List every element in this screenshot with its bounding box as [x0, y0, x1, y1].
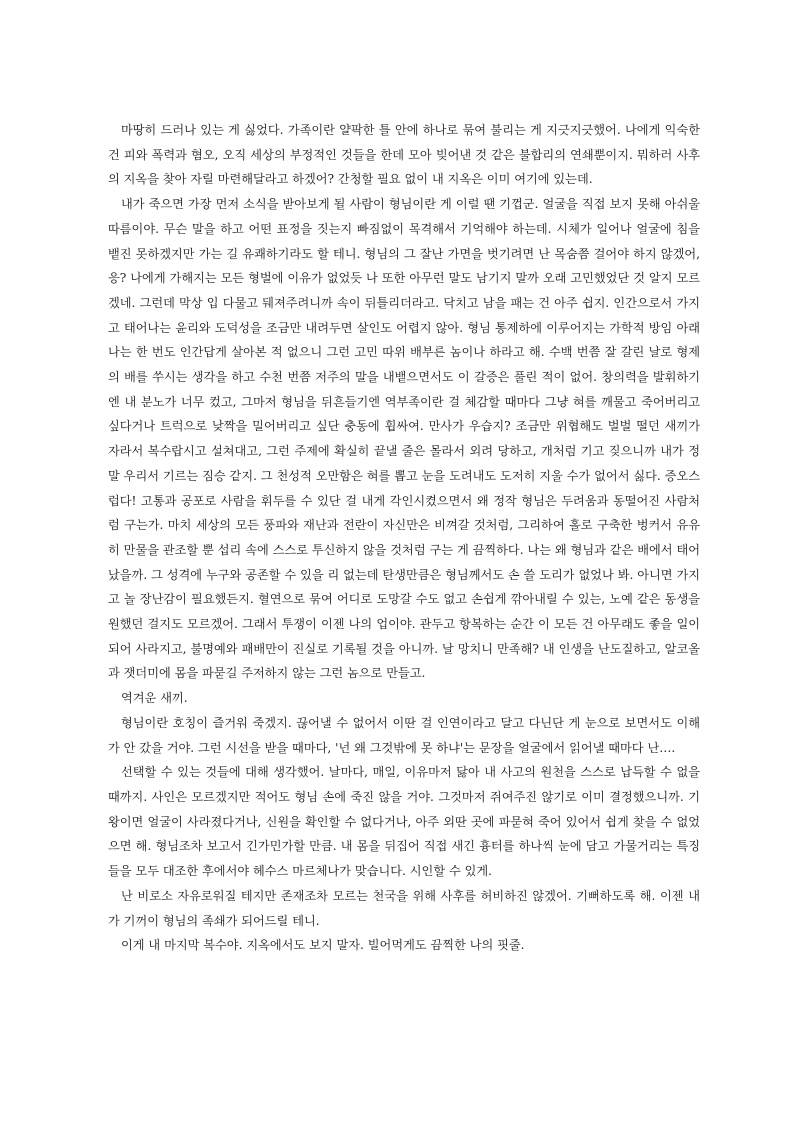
paragraph: 내가 죽으면 가장 먼저 소식을 받아보게 될 사람이 형님이란 게 이럴 땐 기껍군. 얼굴을 직접 보지 못해 아쉬울 따름이야. 무슨 말을 하고 어떤 표정을 짓는지 빠짐없이 목격해서 기억해야 하는데. 시체가 일어나 얼굴에 침을 뱉진 못하겠지만 가는 길 유쾌하기라도 할 테니. 형님의 그 잘난 가면을 벗기려면 난 목숨쯤 걸어야 하지 않겠어, 응? 나에게 가해지는 모든 형벌에 이유가 없었듯 나 또한 아무런 말도 남기지 말까 오래 고민했었단 것 알지 모르겠네. 그런데 막상 입 다물고 뒈져주려니까 속이 뒤틀리더라고. 닥치고 남을 패는 건 아주 쉽지. 인간으로서 가지고 태어나는 윤리와 도덕성을 조금만 내려두면 살인도 어렵지 않아. 형님 통제하에 이루어지는 가학적 방임 아래 나는 한 번도 인간답게 살아본 적 없으니 그런 고민 따위 배부른 놈이나 하라고 해. 수백 번쯤 잘 갈린 날로 형제의 배를 쑤시는 생각을 하고 수천 번쯤 저주의 말을 내뱉으면서도 이 갈증은 풀린 적이 없어. 창의력을 발휘하기엔 내 분노가 너무 컸고, 그마저 형님을 뒤흔들기엔 역부족이란 걸 체감할 때마다 그냥 혀를 깨물고 죽어버리고 싶다거나 트럭으로 낮짝을 밀어버리고 싶단 충동에 휩싸여. 만사가 우습지? 조금만 위협해도 벌벌 떨던 새끼가 자라서 복수랍시고 설쳐대고, 그런 주제에 확실히 끝낼 줄은 몰라서 외려 당하고, 개처럼 기고 짖으니까 내가 정말 우리서 기르는 짐승 같지. 그 천성적 오만함은 혀를 뽑고 눈을 도려내도 도저히 지울 수가 없어서 싫다. 증오스럽다! 고통과 공포로 사람을 휘두를 수 있단 걸 내게 각인시켰으면서 왜 정작 형님은 두려움과 동떨어진 사람처럼 구는가. 마치 세상의 모든 풍파와 재난과 전란이 자신만은 비껴갈 것처럼, 그리하여 홀로 구축한 벙커서 유유히 만물을 관조할 뿐 섭리 속에 스스로 투신하지 않을 것처럼 구는 게 끔찍하다. 나는 왜 형님과 같은 배에서 태어났을까. 그 성격에 누구와 공존할 수 있을 리 없는데 탄생만큼은 형님께서도 손 쓸 도리가 없었나 봐. 아니면 가지고 놀 장난감이 필요했든지. 혈연으로 묶여 어디로 도망갈 수도 없고 손쉽게 깎아내릴 수 있는, 노예 같은 동생을 원했던 걸지도 모르겠어. 그래서 투쟁이 이젠 나의 업이야. 관두고 항복하는 순간 이 모든 건 아무래도 좋을 일이 되어 사라지고, 불명예와 패배만이 진실로 기록될 것을 아니까. 날 망치니 만족해? 내 인생을 난도질하고, 알코올과 잿더미에 몸을 파묻길 주저하지 않는 그런 놈으로 만들고.	[108, 197, 700, 681]
paragraph: 역겨운 새끼.	[121, 691, 188, 706]
document-body	[108, 118, 700, 958]
paragraph: 선택할 수 있는 것들에 대해 생각했어. 날마다, 매일, 이유마저 닳아 내 사고의 원천을 스스로 납득할 수 없을 때까지. 사인은 모르겠지만 적어도 형님 손에 죽진 않을 거야. 그것마저 쥐여주진 않기로 이미 결정했으니까. 기왕이면 얼굴이 사라졌다거나, 신원을 확인할 수 없다거나, 아주 외딴 곳에 파묻혀 죽어 있어서 쉽게 찾을 수 없었으면 해. 형님조차 보고서 긴가민가할 만큼. 내 몸을 뒤집어 직접 새긴 흉터를 하나씩 눈에 담고 가물거리는 특징들을 모두 대조한 후에서야 헤수스 마르체나가 맞습니다. 시인할 수 있게.	[108, 765, 700, 879]
paragraph: 형님이란 호칭이 즐거워 죽겠지. 끊어낼 수 없어서 이딴 걸 인연이라고 달고 다닌단 게 눈으로 보면서도 이해가 안 갔을 거야. 그런 시선을 받을 때마다, '넌 왜 그것밖에 못 하냐'는 문장을 얼굴에서 읽어낼 때마다 난….	[108, 715, 700, 755]
paragraph: 난 비로소 자유로워질 테지만 존재조차 모르는 천국을 위해 사후를 허비하진 않겠어. 기뻐하도록 해. 이젠 내가 기꺼이 형님의 족쇄가 되어드릴 테니.	[108, 888, 700, 928]
paragraph: 마땅히 드러나 있는 게 싫었다. 가족이란 얄팍한 틀 안에 하나로 묶여 불리는 게 지긋지긋했어. 나에게 익숙한 건 피와 폭력과 혐오, 오직 세상의 부정적인 것들을 한데 모아 빚어낸 것 같은 불합리의 연쇄뿐이지. 뭐하러 사후의 지옥을 찾아 자릴 마련해달라고 하겠어? 간청할 필요 없이 내 지옥은 이미 여기에 있는데.	[108, 123, 700, 187]
paragraph: 이게 내 마지막 복수야. 지옥에서도 보지 말자. 빌어먹게도 끔찍한 나의 핏줄.	[121, 938, 525, 953]
